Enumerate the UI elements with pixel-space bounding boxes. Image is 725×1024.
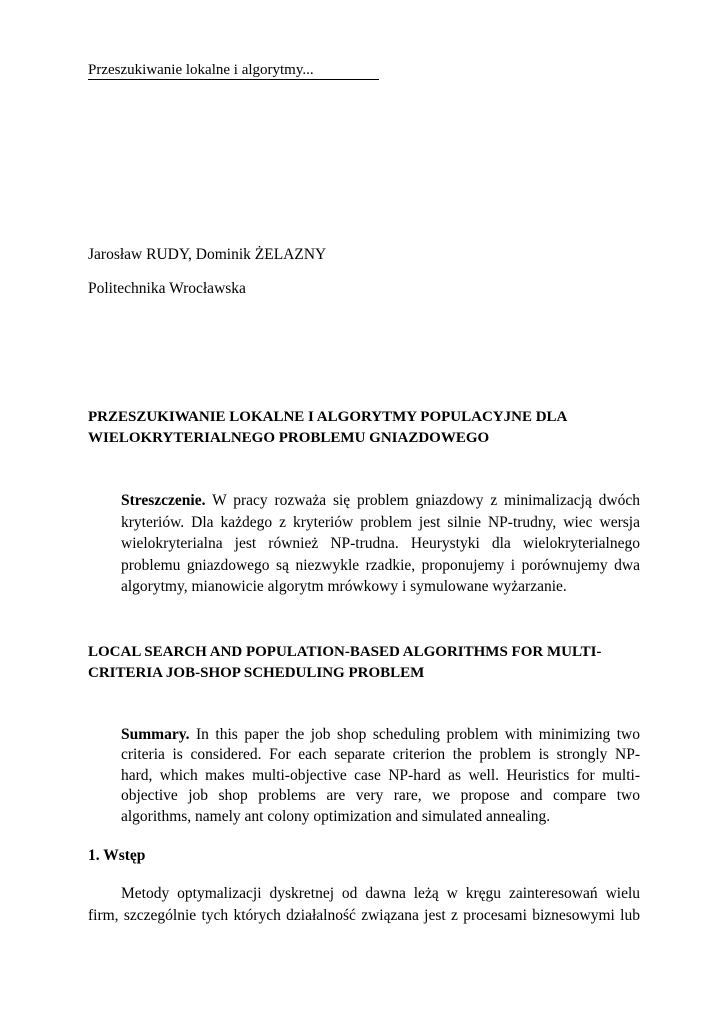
abstract-polish-line: problemu gniazdowego są niezwykle rzadkie, proponujemy i porównujemy dwa: [121, 556, 640, 574]
body-line: Metody optymalizacji dyskretnej od dawna leżą w kręgu zainteresowań wielu: [121, 885, 640, 902]
title-polish-line: WIELOKRYTERIALNEGO PROBLEMU GNIAZDOWEGO: [88, 430, 490, 446]
abstract-english-text: In this paper the job shop scheduling problem with minimizing two: [196, 726, 641, 743]
abstract-english-line: objective job shop problems are very rare, we propose and compare two: [121, 787, 640, 805]
abstract-english-line: [121, 725, 640, 745]
affiliation: Politechnika Wrocławska: [88, 280, 246, 297]
title-english-line: LOCAL SEARCH AND POPULATION-BASED ALGORITHMS FOR MULTI-: [88, 644, 602, 660]
authors: Jarosław RUDY, Dominik ŻELAZNY: [88, 246, 327, 263]
abstract-polish-line: algorytmy, mianowicie algorytm mrówkowy i symulowane wyżarzanie.: [121, 578, 567, 595]
abstract-polish-text: W pracy rozważa się problem gniazdowy z minimalizacją dwóch: [212, 492, 640, 509]
running-header: Przeszukiwanie lokalne i algorytmy...: [88, 61, 379, 80]
abstract-polish-line: wielokryterialna jest również NP-trudna. Heurystyki dla wielokryterialnego: [121, 535, 640, 552]
body-paragraph: [88, 883, 640, 926]
title-english: [88, 642, 648, 684]
abstract-polish-line: [121, 490, 640, 512]
title-polish-line: PRZESZUKIWANIE LOKALNE I ALGORYTMY POPULACYJNE DLA: [88, 409, 568, 425]
abstract-polish: [121, 490, 640, 598]
section-heading: 1. Wstęp: [88, 847, 146, 864]
title-polish: [88, 407, 648, 449]
abstract-english-line: criteria is considered. For each separate criterion the problem is strongly NP-: [121, 746, 640, 764]
abstract-english: [121, 725, 640, 827]
abstract-polish-label: Streszczenie.: [121, 492, 206, 509]
abstract-english-line: hard, which makes multi-objective case NP-hard as well. Heuristics for multi-: [121, 766, 640, 784]
abstract-english-label: Summary.: [121, 726, 190, 743]
title-english-line: CRITERIA JOB-SHOP SCHEDULING PROBLEM: [88, 665, 425, 681]
body-line: firm, szczególnie tych których działalność związana jest z procesami biznesowymi lub: [88, 906, 640, 924]
abstract-english-line: algorithms, namely ant colony optimization and simulated annealing.: [121, 807, 551, 825]
abstract-polish-line: kryteriów. Dla każdego z kryteriów problem jest silnie NP-trudny, wiec wersja: [121, 513, 640, 531]
